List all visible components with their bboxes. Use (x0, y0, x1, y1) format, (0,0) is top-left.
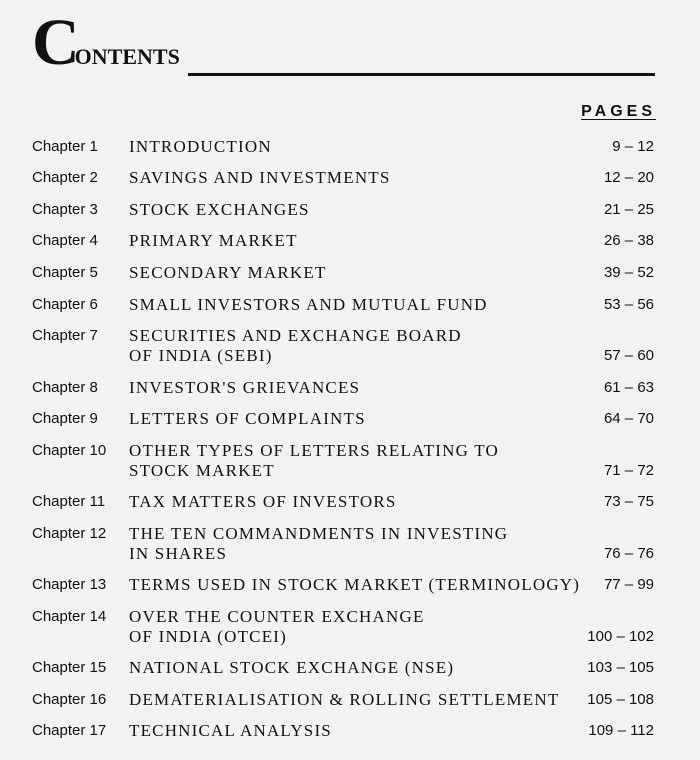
chapter-title (129, 137, 272, 157)
page-range: 100 – 102 (587, 628, 654, 645)
chapter-title-line: STOCK MARKET (129, 461, 275, 480)
chapter-title (129, 168, 391, 188)
chapter-title (129, 263, 327, 283)
title-rule (188, 73, 655, 76)
chapter-title-line: STOCK EXCHANGES (129, 200, 310, 219)
chapter-title-line: SMALL INVESTORS AND MUTUAL FUND (129, 295, 488, 314)
chapter-number: Chapter 16 (32, 691, 107, 708)
page-range: 109 – 112 (588, 722, 654, 739)
chapter-number: Chapter 11 (32, 493, 106, 510)
chapter-title (129, 658, 454, 678)
chapter-number: Chapter 10 (32, 442, 107, 459)
page-range: 76 – 76 (603, 545, 654, 562)
chapter-title-line: TERMS USED IN STOCK MARKET (TERMINOLOGY) (129, 575, 581, 594)
chapter-title (129, 575, 580, 595)
chapter-title-line: INVESTOR'S GRIEVANCES (129, 378, 361, 397)
chapter-title-line: INTRODUCTION (129, 137, 272, 156)
page-range: 105 – 108 (587, 691, 654, 708)
chapter-title (129, 378, 360, 398)
page-range: 53 – 56 (603, 296, 654, 313)
contents-header (32, 6, 655, 80)
chapter-number: Chapter 14 (32, 608, 107, 625)
chapter-number: Chapter 13 (32, 576, 107, 593)
chapter-title (129, 200, 310, 220)
page-range: 103 – 105 (587, 659, 654, 676)
page-range: 73 – 75 (603, 493, 654, 510)
chapter-title-line: THE TEN COMMANDMENTS IN INVESTING (129, 524, 509, 543)
page-range: 12 – 20 (603, 169, 654, 186)
chapter-number: Chapter 2 (32, 169, 98, 186)
chapter-title (129, 607, 425, 647)
page-range: 57 – 60 (603, 347, 654, 364)
chapter-title-line: OF INDIA (OTCEI) (129, 627, 288, 646)
chapter-title (129, 326, 462, 366)
page-range: 71 – 72 (603, 462, 654, 479)
chapter-number: Chapter 7 (32, 327, 98, 344)
chapter-title (129, 295, 488, 315)
chapter-title-line: LETTERS OF COMPLAINTS (129, 409, 366, 428)
chapter-title-line: OF INDIA (SEBI) (129, 346, 273, 365)
chapter-title-line: SECONDARY MARKET (129, 263, 327, 282)
chapter-number: Chapter 12 (32, 525, 107, 542)
page-title (32, 6, 180, 79)
chapter-title-line: TAX MATTERS OF INVESTORS (129, 492, 397, 511)
chapter-number: Chapter 6 (32, 296, 98, 313)
title-initial: C (32, 6, 79, 79)
chapter-title (129, 492, 397, 512)
title-rest: ONTENTS (74, 44, 180, 69)
chapter-number: Chapter 5 (32, 264, 98, 281)
chapter-title (129, 441, 499, 481)
chapter-title-line: DEMATERIALISATION & ROLLING SETTLEMENT (129, 690, 560, 709)
chapter-number: Chapter 15 (32, 659, 107, 676)
chapter-title (129, 524, 508, 564)
chapter-number: Chapter 9 (32, 410, 98, 427)
page-range: 39 – 52 (603, 264, 654, 281)
page-range: 64 – 70 (603, 410, 654, 427)
chapter-title (129, 409, 366, 429)
chapter-title-line: SAVINGS AND INVESTMENTS (129, 168, 391, 187)
chapter-number: Chapter 1 (32, 138, 98, 155)
page-range: 9 – 12 (612, 138, 654, 155)
chapter-number: Chapter 4 (32, 232, 98, 249)
chapter-number: Chapter 8 (32, 379, 98, 396)
pages-column-header: PAGES (581, 103, 656, 120)
chapter-title (129, 690, 559, 710)
chapter-title (129, 231, 298, 251)
page-range: 77 – 99 (603, 576, 654, 593)
chapter-title-line: OVER THE COUNTER EXCHANGE (129, 607, 425, 626)
chapter-title-line: IN SHARES (129, 544, 228, 563)
chapter-title-line: PRIMARY MARKET (129, 231, 298, 250)
chapter-title-line: SECURITIES AND EXCHANGE BOARD (129, 326, 462, 345)
chapter-title (129, 721, 332, 741)
chapter-number: Chapter 3 (32, 201, 98, 218)
chapter-number: Chapter 17 (32, 722, 107, 739)
page-range: 61 – 63 (603, 379, 654, 396)
page-range: 26 – 38 (603, 232, 654, 249)
chapter-title-line: TECHNICAL ANALYSIS (129, 721, 332, 740)
chapter-title-line: NATIONAL STOCK EXCHANGE (NSE) (129, 658, 455, 677)
page-range: 21 – 25 (603, 201, 654, 218)
chapter-title-line: OTHER TYPES OF LETTERS RELATING TO (129, 441, 499, 460)
